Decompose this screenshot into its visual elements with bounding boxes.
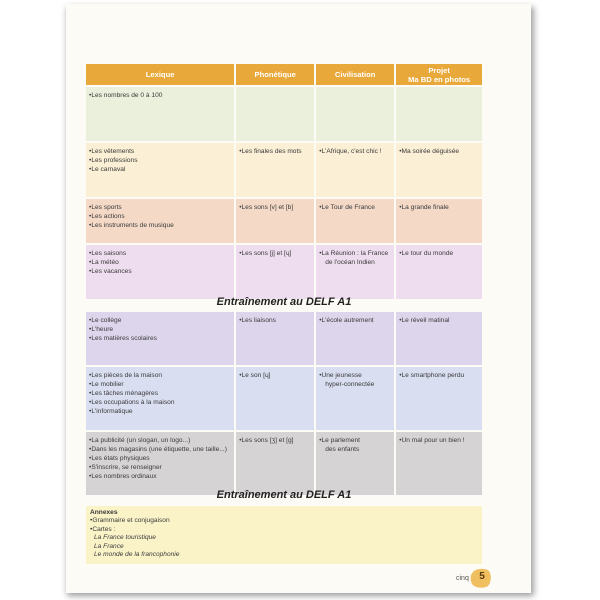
cell-text: • Les professions [89, 156, 231, 165]
cell-text: • Les nombres ordinaux [89, 472, 231, 481]
cell-text: • Le parlement [319, 436, 391, 445]
cell-phonetique [236, 143, 314, 197]
entrainement-heading-1: Entraînement au DELF A1 [216, 296, 352, 308]
cell-text: • Une jeunesse [319, 371, 391, 380]
cell-lexique [86, 367, 234, 430]
cell-text: • Les finales des mots [239, 147, 311, 156]
cell-text: • L'école autrement [319, 316, 391, 325]
cell-text: • Les sons [v] et [b] [239, 203, 311, 212]
header-phonetique: Phonétique [236, 64, 314, 85]
cell-civilisation [316, 87, 394, 141]
cell-civilisation [316, 312, 394, 365]
cell-phonetique [236, 245, 314, 299]
book-page [66, 4, 531, 593]
cell-text: • Le smartphone perdu [399, 371, 479, 380]
table-row [86, 432, 482, 495]
entrainement-heading-2: Entraînement au DELF A1 [216, 489, 352, 501]
cell-text: • Ma soirée déguisée [399, 147, 479, 156]
cell-projet [396, 367, 482, 430]
cell-civilisation [316, 367, 394, 430]
cell-text: • Les pièces de la maison [89, 371, 231, 380]
cell-text: • Les sons [j] et [ɥ] [239, 249, 311, 258]
table-header-row [86, 64, 482, 85]
page-number: 5 [479, 571, 485, 582]
cell-text: • S'inscrire, se renseigner [89, 463, 231, 472]
cell-phonetique [236, 199, 314, 243]
cell-lexique [86, 432, 234, 495]
cell-text: • Le mobilier [89, 380, 231, 389]
cell-text: • Les matières scolaires [89, 334, 231, 343]
cell-civilisation [316, 432, 394, 495]
annexes-box [86, 506, 482, 564]
cell-text: • Les nombres de 0 à 100 [89, 91, 231, 100]
cell-text: • Les liaisons [239, 316, 311, 325]
header-projet-line1: Projet [428, 65, 450, 75]
annexes-title: Annexes [90, 509, 118, 516]
cell-text: • Les tâches ménagères [89, 389, 231, 398]
annexes-item: • Cartes : [90, 526, 478, 534]
cell-text: • Le tour du monde [399, 249, 479, 258]
cell-text: hyper-connectée [325, 381, 375, 388]
header-civilisation: Civilisation [316, 64, 394, 85]
cell-text: • Les sports [89, 203, 231, 212]
cell-lexique [86, 87, 234, 141]
cell-phonetique [236, 367, 314, 430]
cell-text: • Les états physiques [89, 454, 231, 463]
cell-lexique [86, 199, 234, 243]
cell-text: • Le carnaval [89, 165, 231, 174]
table-row [86, 245, 482, 299]
cell-text: • Les vacances [89, 267, 231, 276]
cell-text: • Les saisons [89, 249, 231, 258]
cell-phonetique [236, 312, 314, 365]
cell-text: • Le son [ɥ] [239, 371, 311, 380]
cell-civilisation [316, 199, 394, 243]
annexes-item: • Grammaire et conjugaison [90, 517, 478, 525]
cell-text: de l'océan Indien [325, 259, 375, 266]
cell-text: • Le réveil matinal [399, 316, 479, 325]
cell-projet [396, 87, 482, 141]
cell-text: • La Réunion : la France [319, 249, 391, 258]
header-projet [396, 64, 482, 85]
cell-lexique [86, 312, 234, 365]
page-number-label: cinq [456, 575, 469, 582]
cell-text: • L'informatique [89, 407, 231, 416]
cell-projet [396, 199, 482, 243]
annexes-carte: La France [94, 542, 124, 550]
cell-text: • L'Afrique, c'est chic ! [319, 147, 391, 156]
cell-projet [396, 245, 482, 299]
table-row [86, 143, 482, 197]
cell-text: • Le Tour de France [319, 203, 391, 212]
cell-projet [396, 432, 482, 495]
annexes-carte: La France touristique [94, 534, 156, 542]
cell-text: • Les sons [ʒ] et [g] [239, 436, 311, 445]
contents-table-part2 [84, 310, 484, 497]
cell-text: • Un mal pour un bien ! [399, 436, 479, 445]
header-lexique: Lexique [86, 64, 234, 85]
cell-text: • L'heure [89, 325, 231, 334]
cell-projet [396, 143, 482, 197]
table-row [86, 367, 482, 430]
table-row [86, 312, 482, 365]
contents-table [84, 62, 484, 301]
cell-text: • Les actions [89, 212, 231, 221]
header-projet-line2: Ma BD en photos [408, 74, 471, 84]
cell-text: • La publicité (un slogan, un logo...) [89, 436, 231, 445]
cell-phonetique [236, 87, 314, 141]
cell-text: • Dans les magasins (une étiquette, une taille...) [89, 445, 231, 454]
cell-lexique [86, 245, 234, 299]
cell-text: • Les instruments de musique [89, 221, 231, 230]
cell-text: • Le collège [89, 316, 231, 325]
cell-lexique [86, 143, 234, 197]
table-row [86, 87, 482, 141]
cell-text: • La grande finale [399, 203, 479, 212]
cell-civilisation [316, 245, 394, 299]
cell-projet [396, 312, 482, 365]
annexes-carte: Le monde de la francophonie [94, 551, 180, 559]
cell-phonetique [236, 432, 314, 495]
table-row [86, 199, 482, 243]
cell-civilisation [316, 143, 394, 197]
cell-text: • Les occupations à la maison [89, 398, 231, 407]
cell-text: • Les vêtements [89, 147, 231, 156]
cell-text: des enfants [325, 446, 360, 453]
cell-text: • La météo [89, 258, 231, 267]
